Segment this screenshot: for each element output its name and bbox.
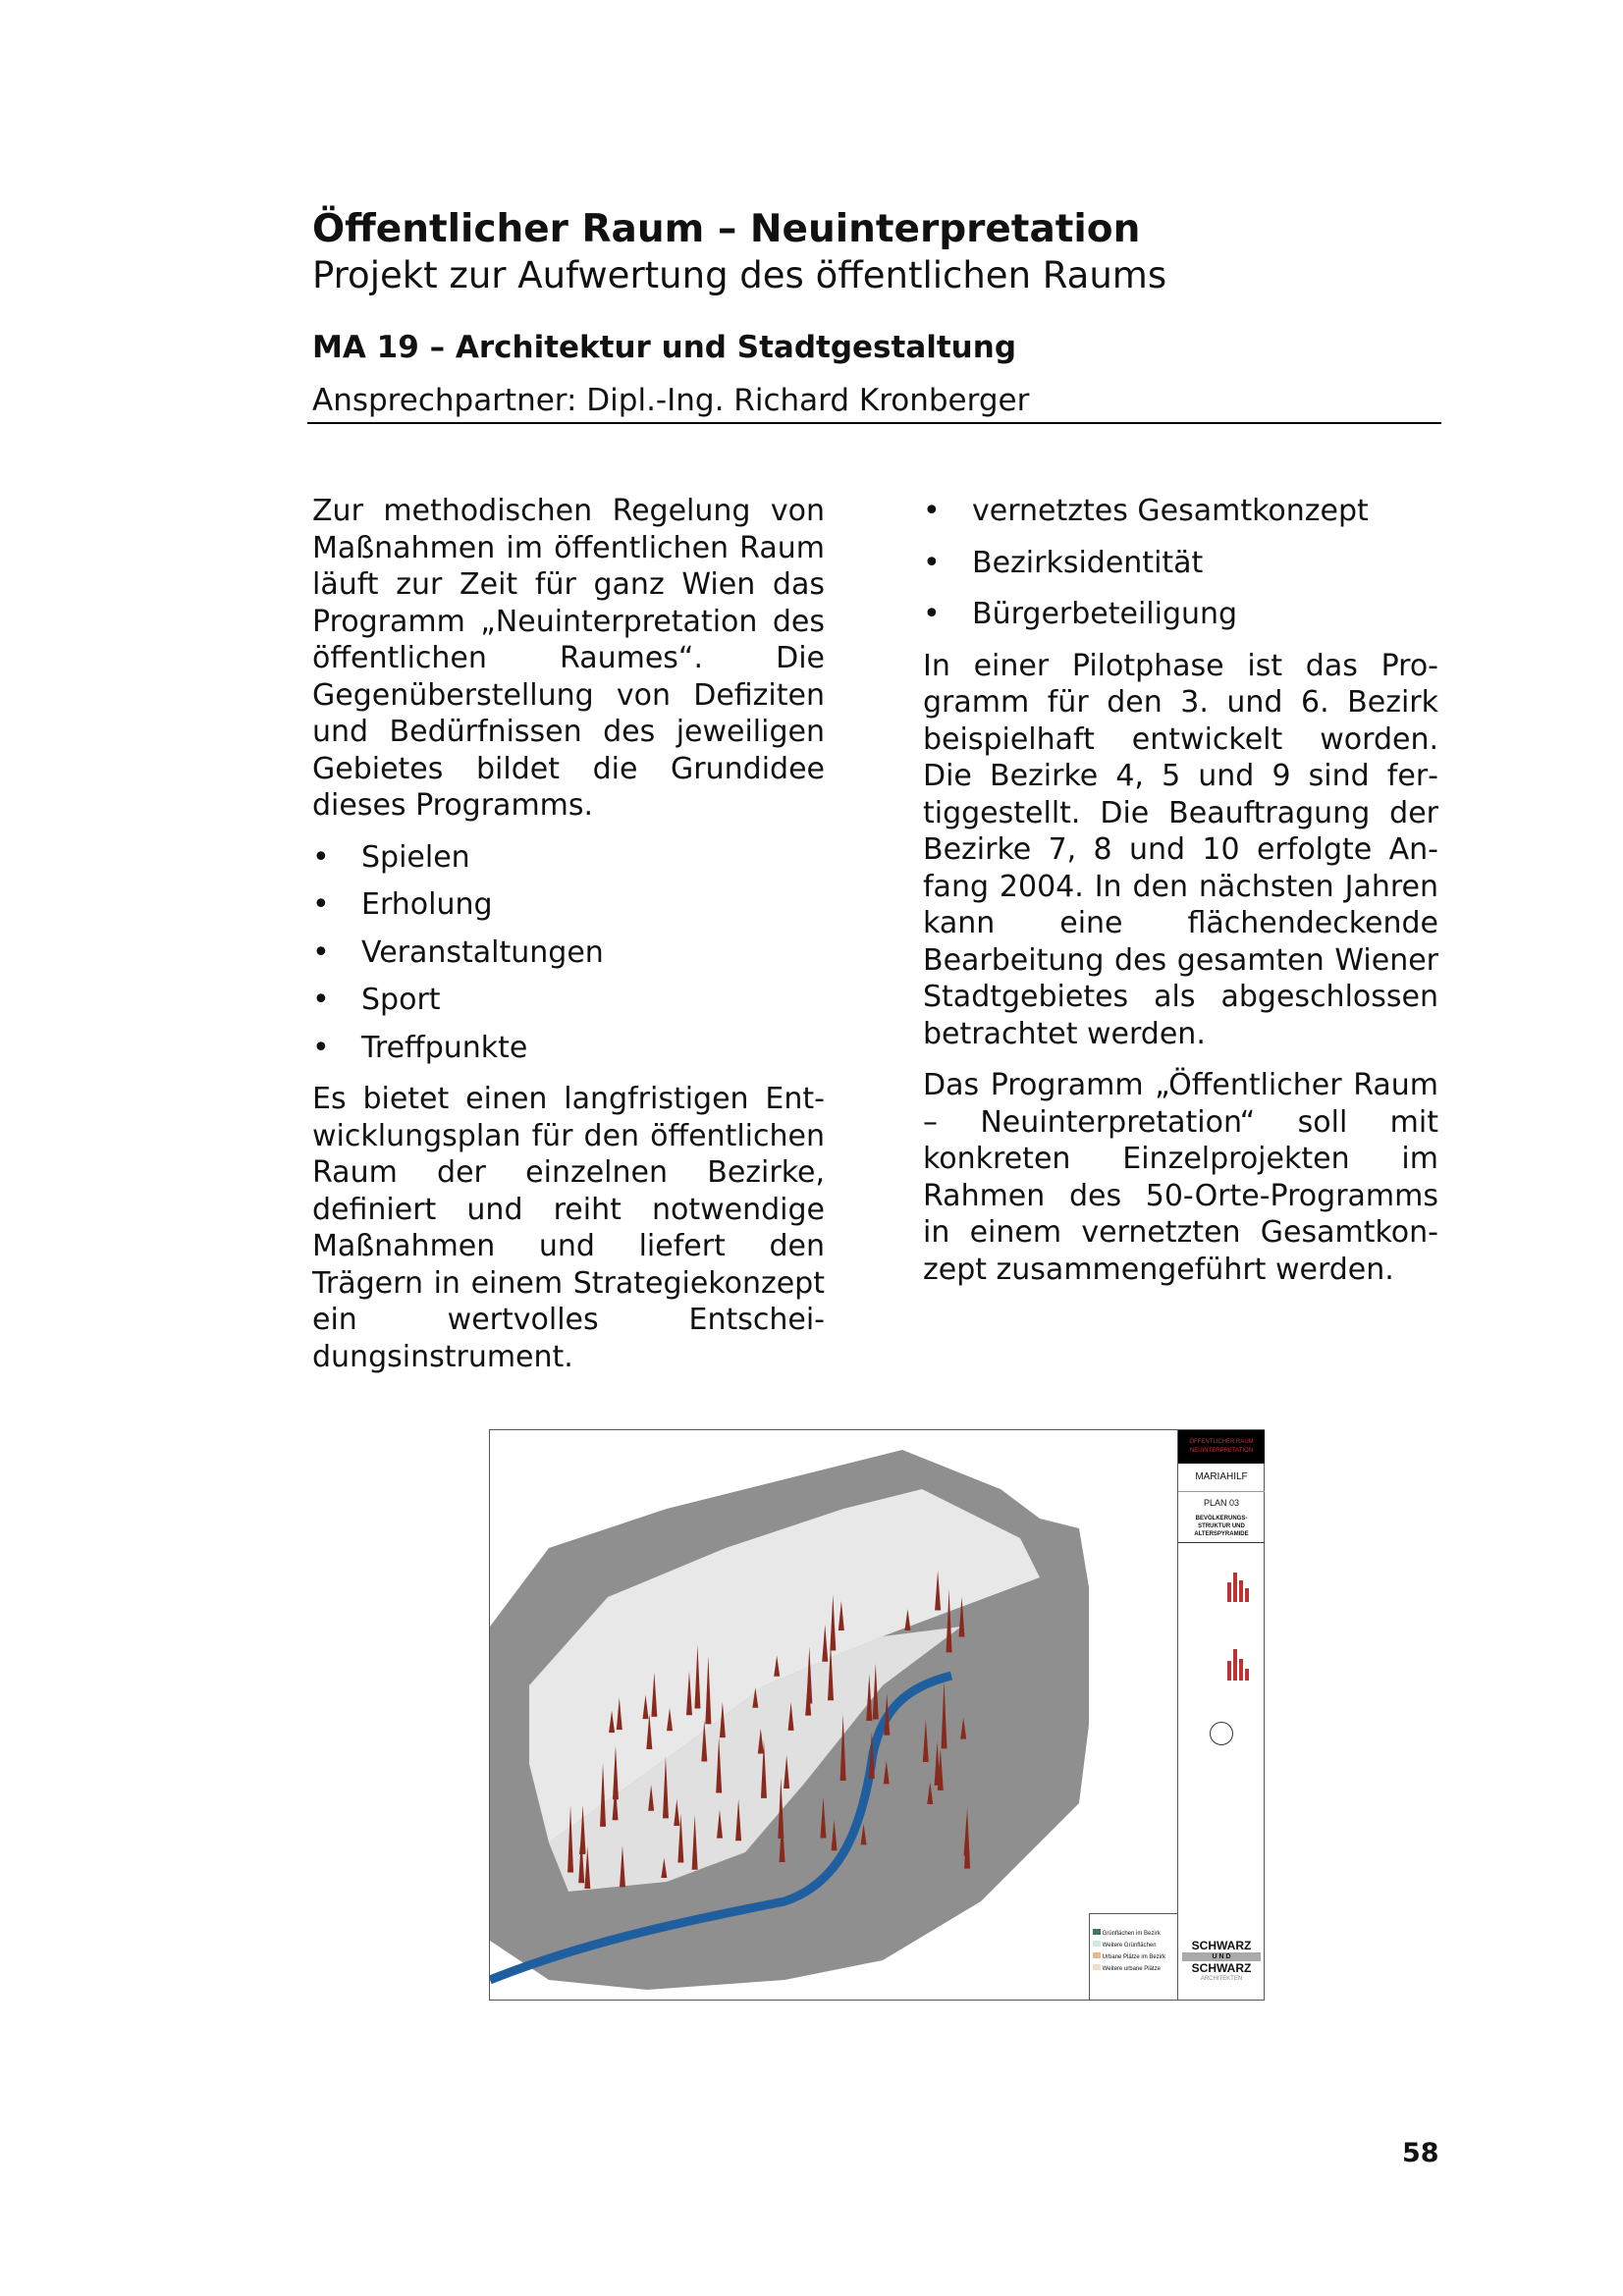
bullet-list bbox=[312, 839, 825, 1067]
legend-item bbox=[1093, 1928, 1174, 1940]
district-map-figure bbox=[489, 1429, 1265, 2001]
legend-swatch bbox=[1093, 1952, 1101, 1958]
legend-item bbox=[1093, 1963, 1174, 1975]
legend-swatch bbox=[1093, 1941, 1101, 1947]
legend-swatch bbox=[1093, 1964, 1101, 1970]
page-number: 58 bbox=[1402, 2138, 1439, 2168]
map-legend bbox=[1089, 1913, 1177, 2000]
firm-subtitle: ARCHITEKTEN bbox=[1200, 1976, 1243, 1982]
map-plan: PLAN 03 bbox=[1203, 1498, 1240, 1508]
legend-swatch bbox=[1093, 1929, 1101, 1935]
list-item: • Sport bbox=[312, 982, 825, 1019]
map-drawing bbox=[490, 1430, 1089, 2000]
legend-item bbox=[1093, 1940, 1174, 1951]
map-district: MARIAHILF bbox=[1178, 1464, 1265, 1492]
firm-logo bbox=[1182, 1939, 1261, 1984]
department-heading: MA 19 – Architektur und Stadtgestaltung bbox=[312, 330, 1017, 365]
list-item: • Erholung bbox=[312, 886, 825, 924]
map-title-block bbox=[1177, 1430, 1265, 2000]
north-arrow-icon bbox=[1210, 1722, 1233, 1745]
paragraph: Zur methodischen Regelung von Maßnahmen im öffentlichen Raum läuft zur Zeit für ganz Wien das Programm „Neuinterpretation des öffentlichen Raumes“. Die Gegenüberstellung von Defiziten und Bedürfnissen des jeweiligen Gebietes bildet die Grundidee dieses Programms. bbox=[312, 494, 825, 823]
map-header: ÖFFENTLICHER RAUM NEUINTERPRETATION bbox=[1178, 1430, 1265, 1464]
list-item: • Bürgerbeteiligung bbox=[923, 596, 1438, 633]
left-column bbox=[312, 493, 825, 1390]
firm-name: SCHWARZ bbox=[1191, 1939, 1252, 1952]
list-item: • Treffpunkte bbox=[312, 1030, 825, 1067]
list-item: • vernetztes Gesamtkonzept bbox=[923, 493, 1438, 530]
legend-label: Urbane Plätze im Bezirk bbox=[1102, 1954, 1166, 1960]
legend-label: Grünflächen im Bezirk bbox=[1102, 1931, 1161, 1937]
list-item: • Veranstaltungen bbox=[312, 934, 825, 972]
paragraph: Das Programm „Öffentlicher Raum – Neuinterpretation“ soll mit konkreten Einzelprojekten im Rahmen des 50-Orte-Programms in einem vernetzten Gesamtkonzept zusammengeführt werden. bbox=[923, 1068, 1438, 1287]
firm-name: SCHWARZ bbox=[1191, 1961, 1252, 1975]
page-title: Öffentlicher Raum – Neuinterpretation bbox=[312, 207, 1141, 251]
text-columns bbox=[312, 493, 1438, 1390]
list-item: • Spielen bbox=[312, 839, 825, 877]
legend-item bbox=[1093, 1951, 1174, 1963]
content-flow bbox=[312, 493, 1438, 2001]
paragraph: Es bietet einen langfristigen Entwicklungsplan für den öffentlichen Raum der einzelnen Bezirke, definiert und reiht notwendige Maßnahmen und liefert den Trägern in einem Strategiekonzept ein wertvolles Entscheidungsinstrument. bbox=[312, 1082, 825, 1374]
page-subtitle: Projekt zur Aufwertung des öffentlichen Raums bbox=[312, 254, 1167, 296]
contact-person: Ansprechpartner: Dipl.-Ing. Richard Kronberger bbox=[312, 383, 1030, 418]
legend-label: Weitere Grünflächen bbox=[1102, 1943, 1157, 1949]
paragraph: In einer Pilotphase ist das Programm für den 3. und 6. Bezirk beispielhaft entwickelt worden. Die Bezirke 4, 5 und 9 sind fertiggestellt. Die Beauftragung der Bezirke 7, 8 und 10 erfolgte Anfang 2004. In den nächsten Jahren kann eine flächendeckende Bearbeitung des gesamten Wiener Stadtgebietes als abgeschlossen betrachtet werden. bbox=[923, 648, 1438, 1051]
map-topic: BEVÖLKERUNGS-STRUKTUR UND ALTERSPYRAMIDE bbox=[1178, 1511, 1265, 1543]
divider bbox=[307, 422, 1441, 424]
firm-und: U N D bbox=[1182, 1952, 1261, 1961]
right-column bbox=[923, 493, 1438, 1303]
legend-label: Weitere urbane Plätze bbox=[1102, 1966, 1161, 1972]
bullet-list bbox=[923, 493, 1438, 633]
age-pyramid-charts bbox=[1178, 1543, 1265, 1710]
list-item: • Bezirksidentität bbox=[923, 545, 1438, 582]
